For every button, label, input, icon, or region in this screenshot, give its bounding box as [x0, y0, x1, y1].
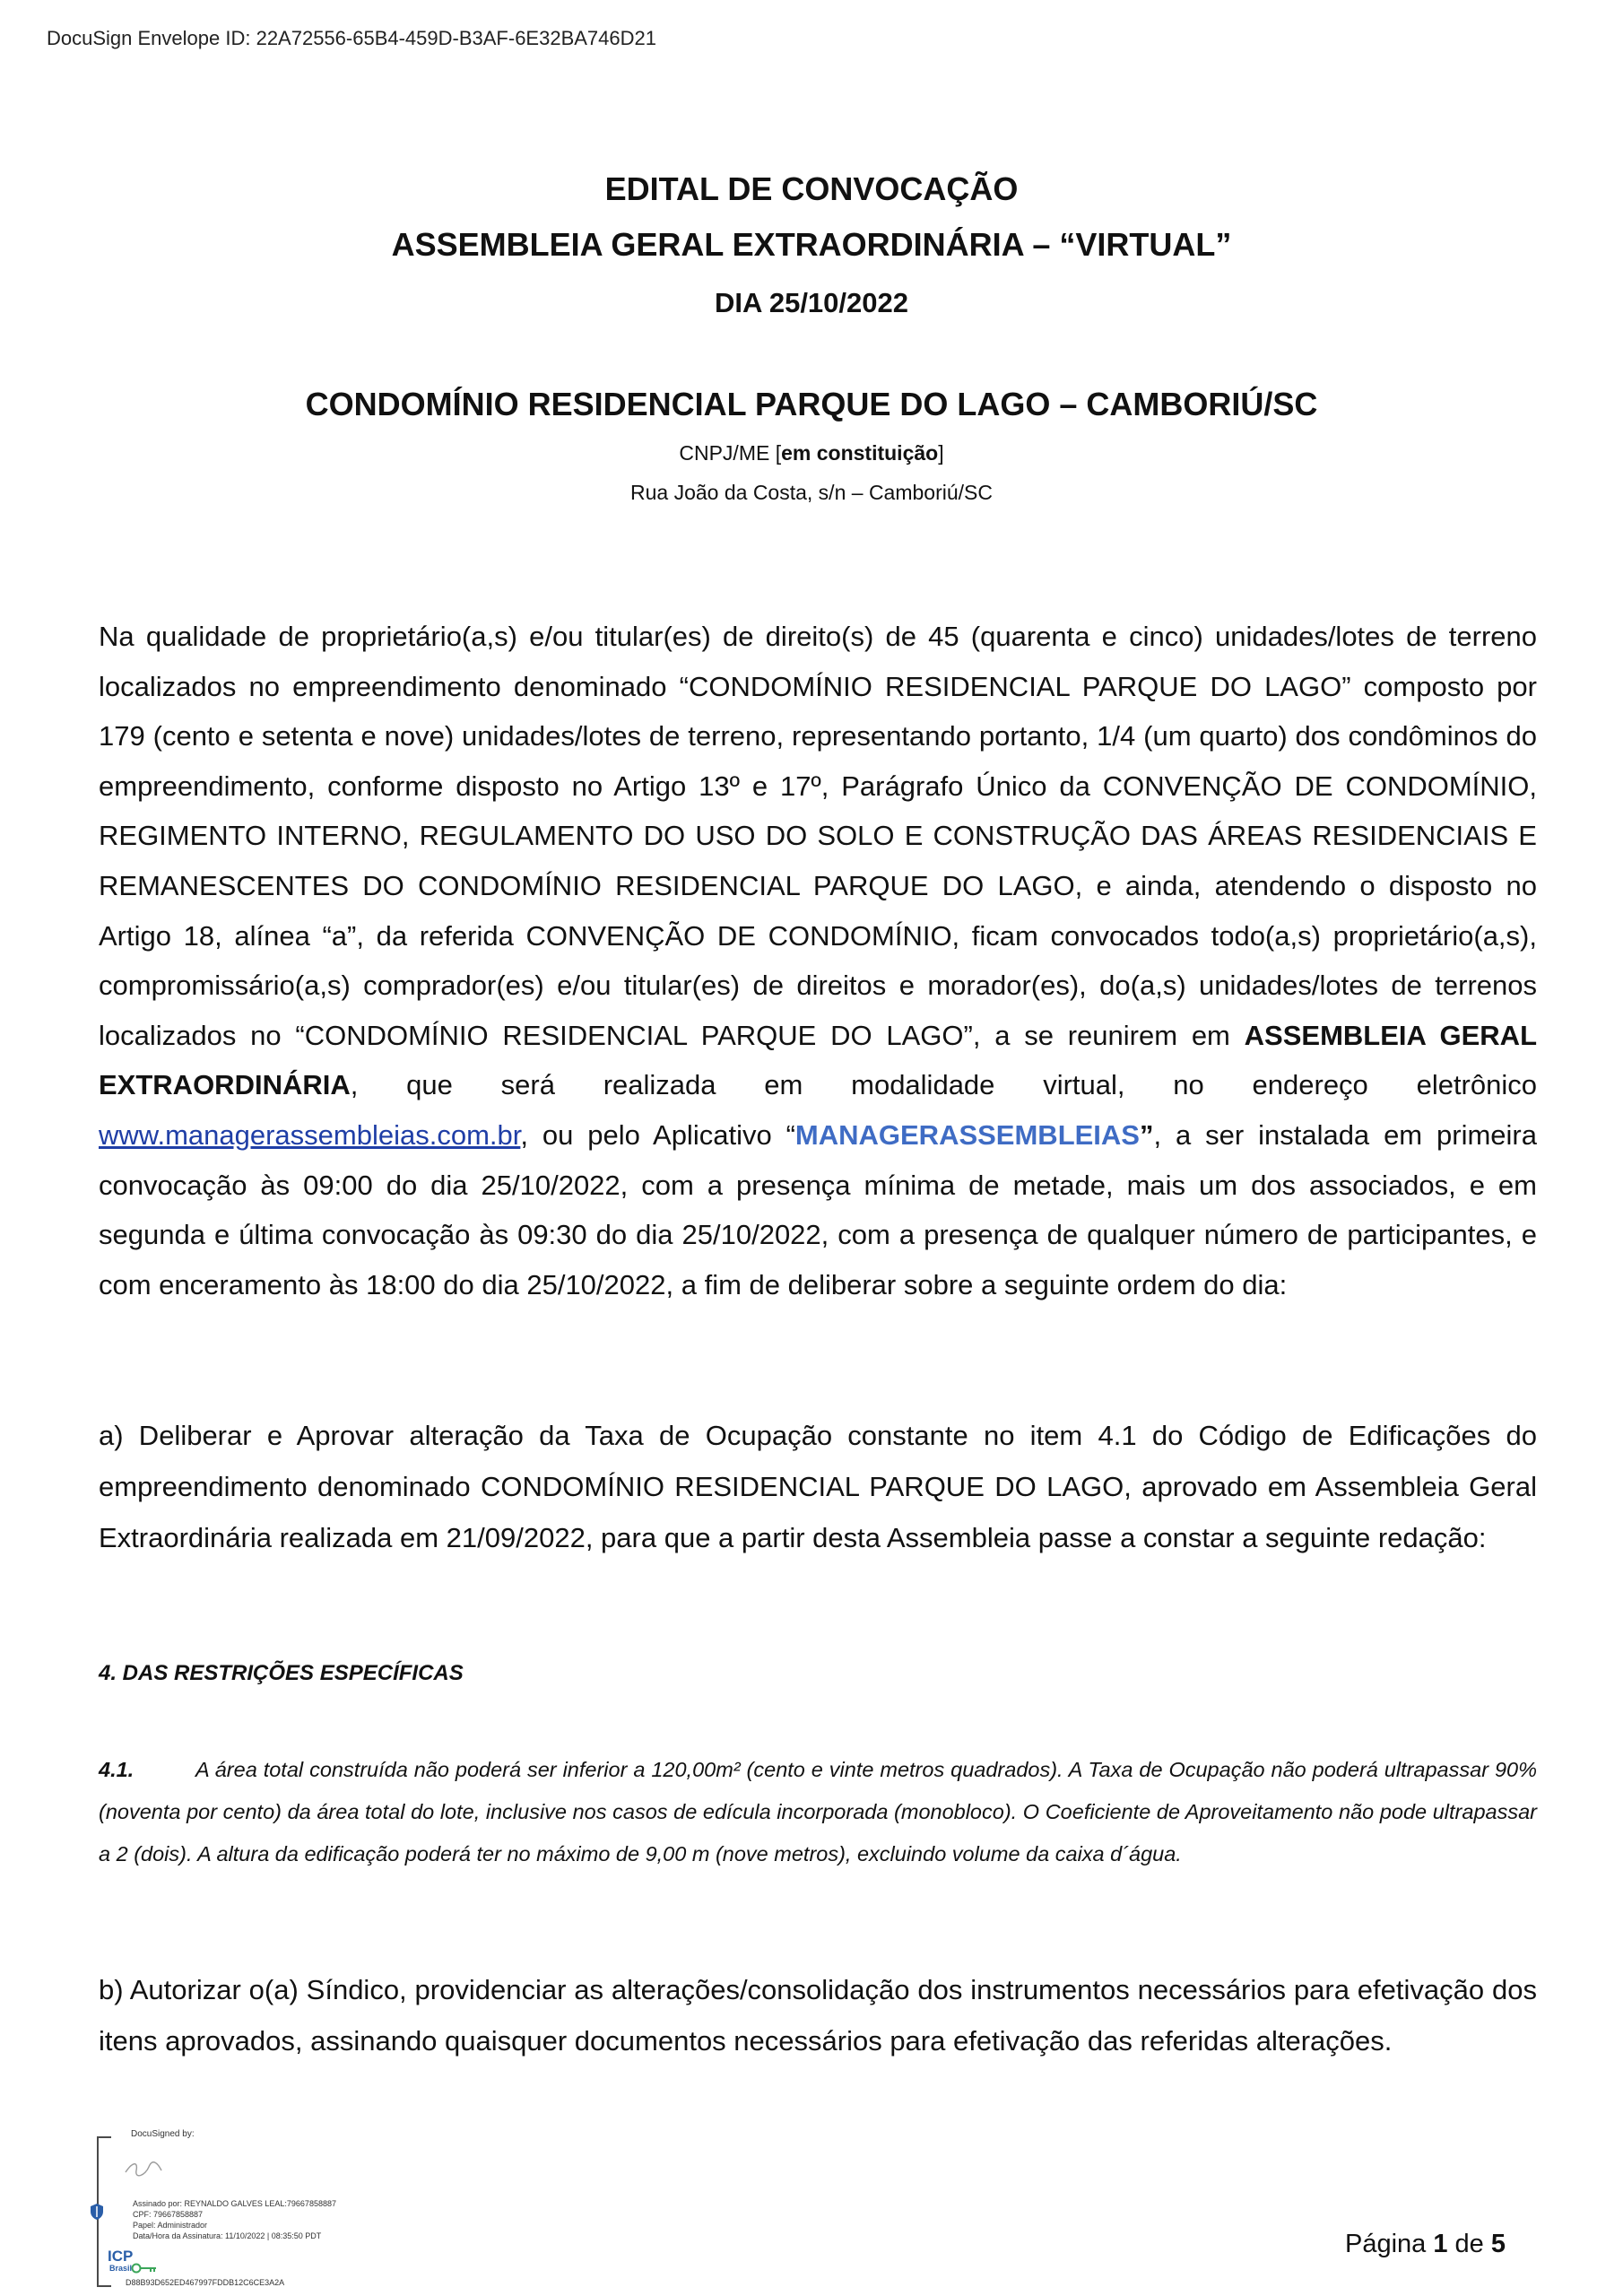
page-total: 5 [1490, 2230, 1506, 2258]
cnpj-line [0, 441, 1623, 465]
docusign-envelope-id: DocuSign Envelope ID: 22A72556-65B4-459D-B3AF-6E32BA746D21 [47, 27, 656, 49]
docusign-signature-block [90, 2129, 412, 2291]
condominium-name: CONDOMÍNIO RESIDENCIAL PARQUE DO LAGO – CAMBORIÚ/SC [305, 386, 1318, 422]
p1-text-3: , ou pelo Aplicativo “ [520, 1118, 795, 1151]
page-number [1345, 2230, 1506, 2259]
key-icon [131, 2262, 158, 2274]
assembly-date: DIA 25/10/2022 [714, 287, 908, 318]
document-subtitle: ASSEMBLEIA GERAL EXTRAORDINÁRIA – “VIRTUAL” [391, 226, 1232, 263]
convocation-paragraph [99, 612, 1537, 1309]
shield-icon [90, 2203, 104, 2221]
website-link[interactable]: www.managerassembleias.com.br [99, 1118, 521, 1151]
clause-text: A área total construída não poderá ser inferior a 120,00m² (cento e vinte metros quadrados). A Taxa de Ocupação não poderá ultrapassar 90% (noventa por cento) da área total do lote, inclusive nos casos de edícula incorporada (monobloco). O Coeficiente de Aproveitamento não pode ultrapassar a 2 (dois). A altura da edificação poderá ter no máximo de 9,00 m (nove metros), excluindo volume da caixa d´água. [99, 1758, 1537, 1866]
clause-4-1 [99, 1749, 1537, 1875]
p1-text-2: , que será realizada em modalidade virtual, no endereço eletrônico [350, 1069, 1537, 1101]
p1-text-4: , a ser instalada em primeira convocação às 09:00 do dia 25/10/2022, com a presença mínima de metade, mais um dos associados, e em segunda e última convocação às 09:30 do dia 25/10/2022, com a presença de qualquer número de participantes, e com enceramento às 18:00 do dia 25/10/2022, a fim de deliberar sobre a seguinte ordem do dia: [99, 1118, 1537, 1300]
agenda-item-b: b) Autorizar o(a) Síndico, providenciar as alterações/consolidação dos instrumentos necessários para efetivação dos itens aprovados, assinando quaisquer documentos necessários para efetivação das referidas alterações. [99, 1974, 1537, 2057]
signer-name: Assinado por: REYNALDO GALVES LEAL:79667858887 [133, 2199, 336, 2208]
p1-quote-close: ” [1140, 1118, 1154, 1151]
clause-number: 4.1. [99, 1758, 135, 1781]
cnpj-prefix: CNPJ/ME [ [679, 441, 782, 465]
signer-cpf: CPF: 79667858887 [133, 2210, 204, 2219]
page-label: Página [1345, 2230, 1434, 2258]
docusigned-by-label: DocuSigned by: [127, 2129, 198, 2139]
app-name: MANAGERASSEMBLEIAS [794, 1118, 1140, 1151]
cnpj-status: em constituição [781, 441, 939, 465]
icp-sub-label: Brasil [109, 2264, 133, 2273]
p1-assembly-type: ASSEMBLEIA GERAL EXTRAORDINÁRIA [99, 1019, 1538, 1101]
icp-label: ICP [108, 2248, 134, 2265]
cnpj-suffix: ] [938, 441, 944, 465]
document-title: EDITAL DE CONVOCAÇÃO [604, 170, 1019, 207]
p1-text-1: Na qualidade de proprietário(a,s) e/ou titular(es) de direito(s) de 45 (quarenta e cinco) unidades/lotes de terreno localizados no empreendimento denominado “CONDOMÍNIO RESIDENCIAL PARQUE DO LAGO” composto por 179 (cento e setenta e nove) unidades/lotes de terreno, representando portanto, 1/4 (um quarto) dos condôminos do empreendimento, conforme disposto no Artigo 13º e 17º, Parágrafo Único da CONVENÇÃO DE CONDOMÍNIO, REGIMENTO INTERNO, REGULAMENTO DO USO DO SOLO E CONSTRUÇÃO DAS ÁREAS RESIDENCIAIS E REMANESCENTES DO CONDOMÍNIO RESIDENCIAL PARQUE DO LAGO, e ainda, atendendo o disposto no Artigo 18, alínea “a”, da referida CONVENÇÃO DE CONDOMÍNIO, ficam convocados todo(a,s) proprietário(a,s), compromissário(a,s) comprador(es) e/ou titular(es) de direitos e morador(es), do(a,s) unidades/lotes de terrenos localizados no “CONDOMÍNIO RESIDENCIAL PARQUE DO LAGO”, a se reunirem em [99, 621, 1537, 1051]
page-separator: de [1447, 2230, 1491, 2258]
signature-hash: D88B93D652ED467997FDDB12C6CE3A2A [126, 2278, 285, 2287]
signer-role: Papel: Administrador [133, 2221, 208, 2230]
page-current: 1 [1433, 2230, 1448, 2258]
signature-scribble-icon [122, 2156, 176, 2179]
agenda-item-a: a) Deliberar e Aprovar alteração da Taxa de Ocupação constante no item 4.1 do Código de Edificações do empreendimento denominado CONDOMÍNIO RESIDENCIAL PARQUE DO LAGO, aprovado em Assembleia Geral Extraordinária realizada em 21/09/2022, para que a partir desta Assembleia passe a constar a seguinte redação: [99, 1420, 1537, 1553]
condominium-address: Rua João da Costa, s/n – Camboriú/SC [630, 481, 993, 504]
signature-datetime: Data/Hora da Assinatura: 11/10/2022 | 08:35:50 PDT [133, 2231, 322, 2240]
section-title: 4. DAS RESTRIÇÕES ESPECÍFICAS [99, 1661, 464, 1685]
